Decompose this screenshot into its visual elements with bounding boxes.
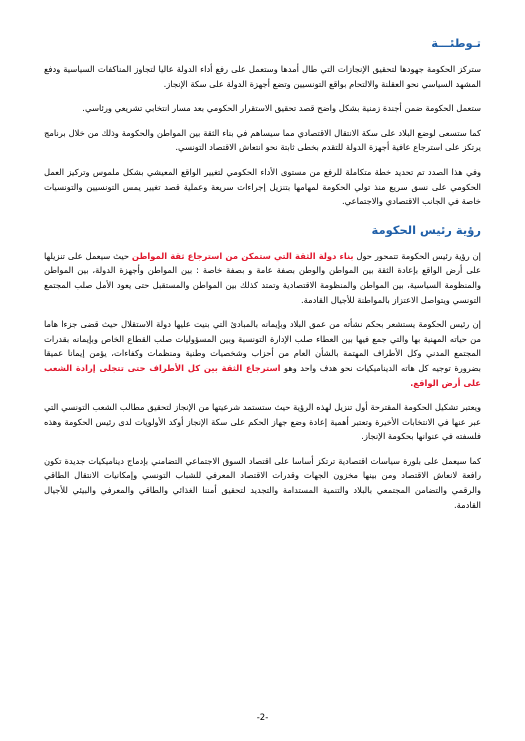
paragraph-6 <box>44 317 481 390</box>
section-heading-vision: رؤية رئيس الحكومة <box>371 222 481 237</box>
paragraph-6-highlight: استرجاع الثقة بين كل الأطراف حتى تتجلى إرادة الشعب على أرض الواقع. <box>44 362 481 388</box>
paragraph-6-body: إن رئيس الحكومة يستشعر بحكم نشأته من عمق البلاد وبإيمانه بالمبادئ التي بنيت عليها دولة الاستقلال حيث قضى جزءا هاما من حياته المهنية بها والتي جمع فيها بين العطاء صلب الإدارة التونسية وبين المسؤوليات صلب القطاع الخاص وبإيمانه بقدرات المجتمع المدني وكل الأطراف المهتمة بالشأن العام من أحزاب وشخصيات وطنية ومنظمات وكفاءات، يؤمن إيمانا عميقا بضرورة توجيه كل هاته الديناميكيات نحو هدف واحد وهو <box>44 319 482 373</box>
paragraph-2: ستعمل الحكومة ضمن أجندة زمنية بشكل واضح قصد تحقيق الاستقرار الحكومي بعد مسار انتخابي تشريعي ورئاسي. <box>82 103 481 114</box>
paragraph-5-highlight: بناء دولة الثقة التي ستمكن من استرجاع ثقة المواطن <box>131 250 354 261</box>
section-heading-preamble: تـوطئـــة <box>431 36 481 50</box>
page-number: -2- <box>256 713 269 723</box>
paragraph-8: كما سيعمل على بلورة سياسات اقتصادية ترتكز أساسا على اقتصاد السوق الاجتماعي التضامني بإدماج ديناميكيات جديدة تكون رافعة لانعاش الاقتصاد ومن بينها مخزون الجهات وقدرات الاقتصاد المعرفي للشباب التونسي وإمكانيات الانتقال الطاقي والرقمي والتضامن المجتمعي بالبلاد والتنمية المستدامة والتجديد لتحقيق أمننا الغذائي والطاقي والمعرفي والبيئي للأجيال القادمة. <box>44 455 481 510</box>
paragraph-4: وفي هذا الصدد تم تحديد خطة متكاملة للرفع من مستوى الأداء الحكومي لتغيير الواقع المعيشي بشكل ملموس وتركيز العمل الحكومي على نسق سريع منذ تولي الحكومة لمهامها بتنزيل إجراءات سريعة وعملية قصد تغيير يمس التونسيين والتونسيات خاصة في الجانب الاقتصادي والاجتماعي. <box>44 166 481 207</box>
paragraph-1: ستركز الحكومة جهودها لتحقيق الإنجازات التي طال أمدها وستعمل على رفع أداء الدولة عاليا لتجاوز المناكفات السياسية ودفع المشهد السياسي نحو العقلنة والالتحام بواقع التونسيين وتضع أجهزة الدولة على سكة الإنجاز. <box>44 64 481 89</box>
paragraph-5-body: حيث سيعمل على تنزيلها على أرض الواقع بإعادة الثقة بين المواطن والوطن بصفة عامة و بصفة خاصة : بين المواطن وأجهزة الدولة، بين المواطن والمنظومة السياسية، بين المواطن والمنظومة الاقتصادية وتمتد كذلك بين المواطن والمستقبل حتى يعود الأمل صلب المجتمع التونسي ويتواصل الاعتزاز بالمواطنة للأجيال القادمة. <box>44 250 481 305</box>
paragraph-7: ويعتبر تشكيل الحكومة المقترحة أول تنزيل لهذه الرؤية حيث ستستمد شرعيتها من الإنجاز لتحقيق مطالب الشعب التونسي التي عبر عنها في الانتخابات الأخيرة وتعتبر أهمية إعادة وضع جهاز الحكم على سكة الإنجاز أوكد الأولويات لدى رئيس الحكومة وهذه فلسفته في عنوانها بحكومة الإنجاز. <box>44 402 481 442</box>
paragraph-5 <box>44 249 481 307</box>
paragraph-5-intro: إن رؤية رئيس الحكومة تتمحور حول <box>353 250 481 261</box>
paragraph-3: كما ستسعى لوضع البلاد على سكة الانتقال الاقتصادي مما سيساهم في بناء الثقة بين المواطن والحكومة وذلك من خلال برنامج يرتكز على استرجاع عافية أجهزة الدولة للتقدم بخطى ثابتة نحو انتعاش الاقتصاد التونسي. <box>44 127 481 153</box>
